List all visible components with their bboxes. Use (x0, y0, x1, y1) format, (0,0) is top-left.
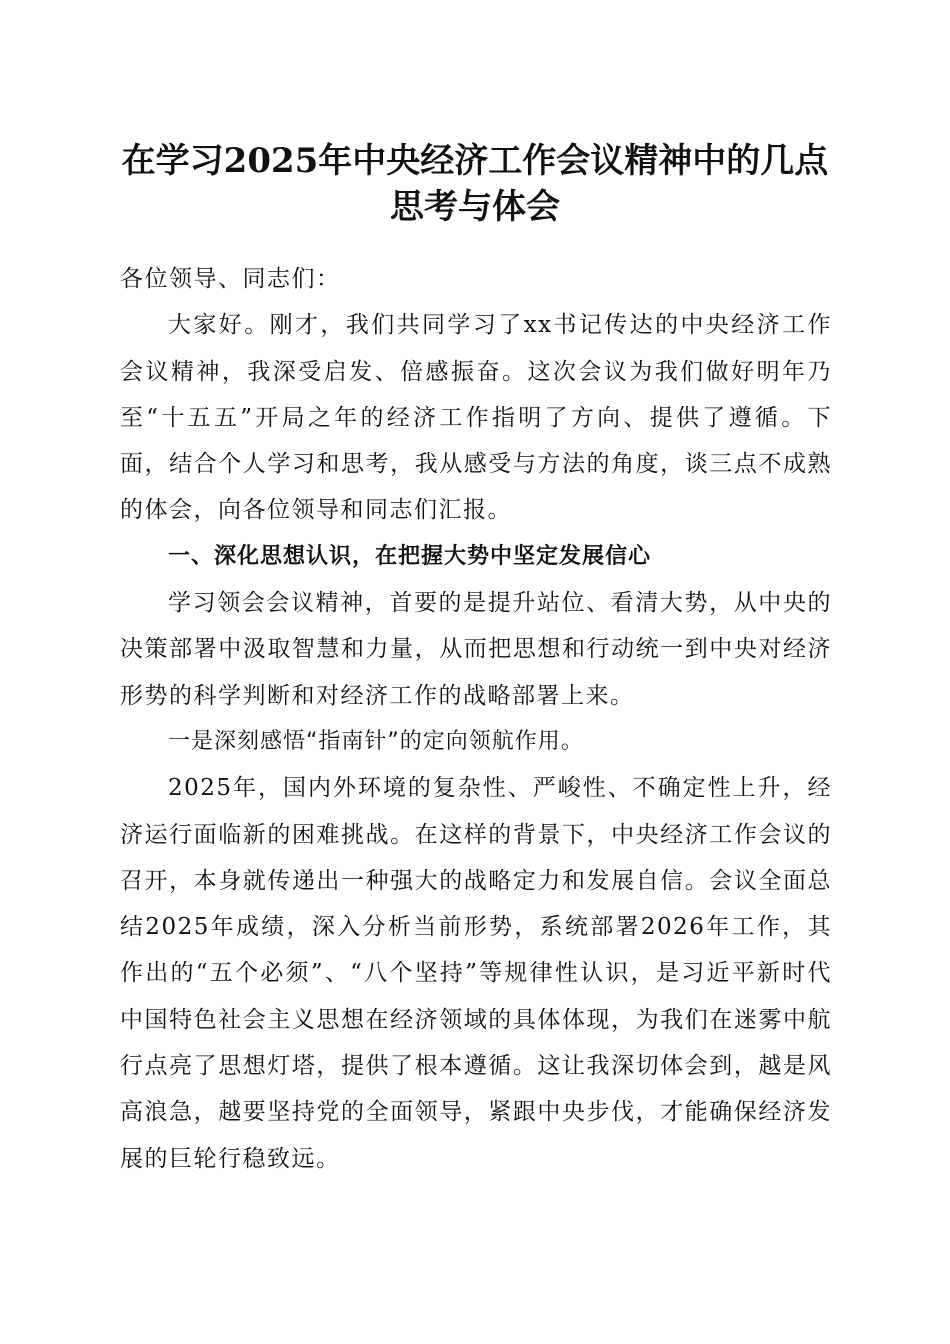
subheading-1: 一是深刻感悟“指南针”的定向领航作用。 (168, 728, 584, 754)
opening-paragraph: 大家好。刚才，我们共同学习了xx书记传达的中央经济工作会议精神，我深受启发、倍感振奋。这次会议为我们做好明年乃至“十五五”开局之年的经济工作指明了方向、提供了遵循。下面，结合个人学习和思考，我从感受与方法的角度，谈三点不成熟的体会，向各位领导和同志们汇报。 (120, 312, 832, 524)
section-heading-1: 一、深化思想认识，在把握大势中坚定发展信心 (168, 543, 652, 569)
section-intro-paragraph: 学习领会会议精神，首要的是提升站位、看清大势，从中央的决策部署中汲取智慧和力量，从而把思想和行动统一到中央对经济形势的科学判断和对经济工作的战略部署上来。 (120, 590, 832, 709)
document-body (120, 256, 832, 1182)
body-paragraph: 2025年，国内外环境的复杂性、严峻性、不确定性上升，经济运行面临新的困难挑战。在这样的背景下，中央经济工作会议的召开，本身就传递出一种强大的战略定力和发展自信。会议全面总结2025年成绩，深入分析当前形势，系统部署2026年工作，其作出的“五个必须”、“八个坚持”等规律性认识，是习近平新时代中国特色社会主义思想在经济领域的具体体现，为我们在迷雾中航行点亮了思想灯塔，提供了根本遵循。这让我深切体会到，越是风高浪急，越要坚持党的全面领导，紧跟中央步伐，才能确保经济发展的巨轮行稳致远。 (120, 775, 832, 1172)
salutation: 各位领导、同志们： (120, 266, 341, 292)
document-title: 在学习2025年中央经济工作会议精神中的几点思考与体会 (121, 141, 829, 227)
